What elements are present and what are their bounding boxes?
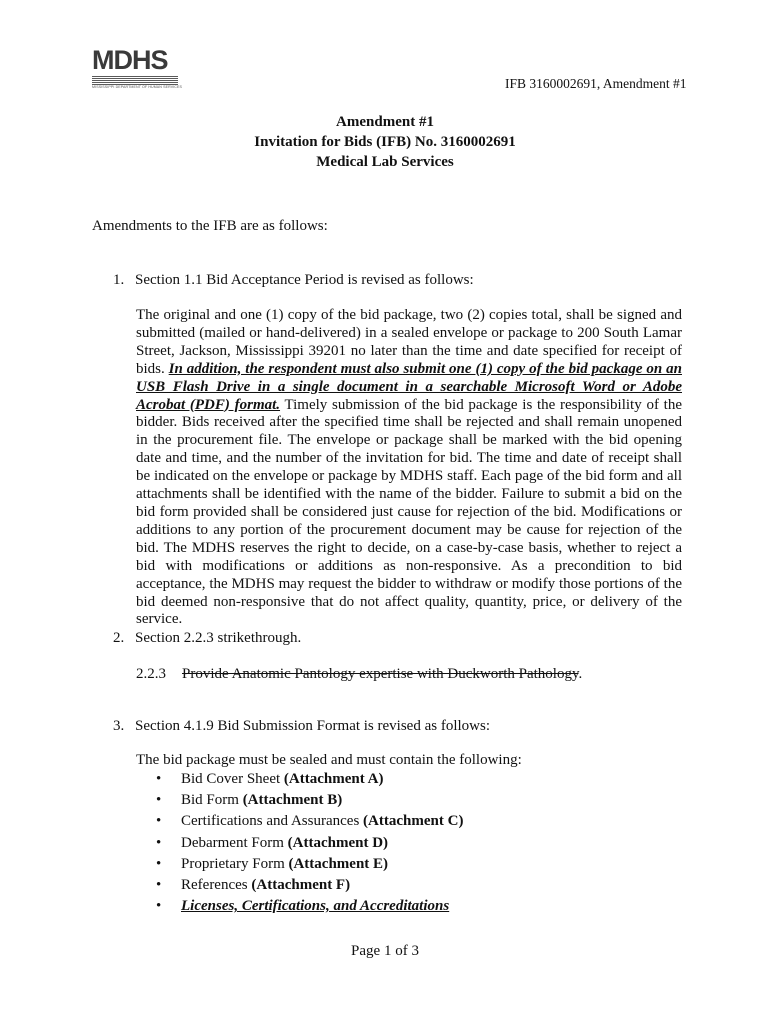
page-number: Page 1 of 3	[351, 943, 419, 959]
item-number: 2.	[113, 630, 125, 646]
section-1-1-paragraph	[136, 307, 682, 629]
list-item: • Certifications and Assurances (Attachment C)	[136, 811, 463, 832]
list-item: • References (Attachment F)	[136, 875, 463, 896]
amendment-item-2	[113, 630, 301, 647]
mdhs-logo	[92, 47, 182, 89]
title-line-2: Invitation for Bids (IFB) No. 3160002691	[254, 134, 516, 150]
intro-text: Amendments to the IFB are as follows:	[92, 218, 328, 234]
item-heading: Section 4.1.9 Bid Submission Format is revised as follows:	[135, 718, 490, 734]
item-number: 1.	[113, 272, 125, 288]
title-line-1: Amendment #1	[336, 114, 434, 130]
logo-caption: MISSISSIPPI DEPARTMENT OF HUMAN SERVICES	[92, 85, 182, 89]
list-item: • Proprietary Form (Attachment E)	[136, 854, 463, 875]
subsection-end: .	[578, 666, 583, 682]
title-line-3: Medical Lab Services	[316, 154, 454, 170]
list-item: • Debarment Form (Attachment D)	[136, 833, 463, 854]
struck-subsection	[136, 666, 582, 683]
list-item: • Bid Cover Sheet (Attachment A)	[136, 769, 463, 790]
list-item: • Licenses, Certifications, and Accreditations	[136, 896, 463, 917]
emphasized-requirement: In addition, the respondent must also submit one (1) copy of the bid package on an USB Flash Drive in a single document in a searchable Microsoft Word or Adobe Acrobat (PDF) format.	[136, 360, 682, 413]
paragraph-text: Timely submission of the bid package is the responsibility of the bidder. Bids received after the specified time shall be rejected and shall remain unopened in the procurement file. The envelope or package shall be marked with the bid opening date and time, and the number of the invitation for bid. The time and date of receipt shall be indicated on the envelope or package by MDHS staff. Each page of the bid form and all attachments shall be identified with the name of the bidder. Failure to submit a bid on the bid form provided shall be considered just cause for rejection of the bid. Modifications or additions to any portion of the procurement document may be cause for rejection of the bid. The MDHS reserves the right to decide, on a case-by-case basis, whether to reject a bid with modifications or additions as non-responsive. As a precondition to bid acceptance, the MDHS may request the bidder to withdraw or modify those portions of the bid deemed non-responsive that do not affect quality, quantity, price, or delivery of the service.	[136, 396, 682, 628]
header-reference: IFB 3160002691, Amendment #1	[505, 76, 687, 91]
logo-wordmark: MDHS	[92, 45, 168, 75]
struck-text: Provide Anatomic Pantology expertise with Duckworth Pathology	[182, 666, 579, 682]
document-title	[0, 112, 770, 172]
subsection-number: 2.2.3	[136, 666, 166, 682]
logo-stripes	[92, 76, 178, 85]
amendment-item-3	[113, 718, 490, 735]
list-item: • Bid Form (Attachment B)	[136, 790, 463, 811]
amendment-item-1	[113, 272, 474, 289]
bid-package-list	[136, 769, 463, 917]
item-heading: Section 1.1 Bid Acceptance Period is revised as follows:	[135, 272, 474, 288]
item-heading: Section 2.2.3 strikethrough.	[135, 630, 302, 646]
paragraph-text: The original and one (1) copy of the bid package, two (2) copies total, shall be signed and submitted (mailed or hand-delivered) in a sealed envelope or package to 200 South Lamar Street, Jackson, Mississippi 39201 no later than the time and date specified for receipt of bids.	[136, 307, 682, 377]
item-number: 3.	[113, 718, 125, 734]
bid-package-lead: The bid package must be sealed and must contain the following:	[136, 752, 522, 768]
